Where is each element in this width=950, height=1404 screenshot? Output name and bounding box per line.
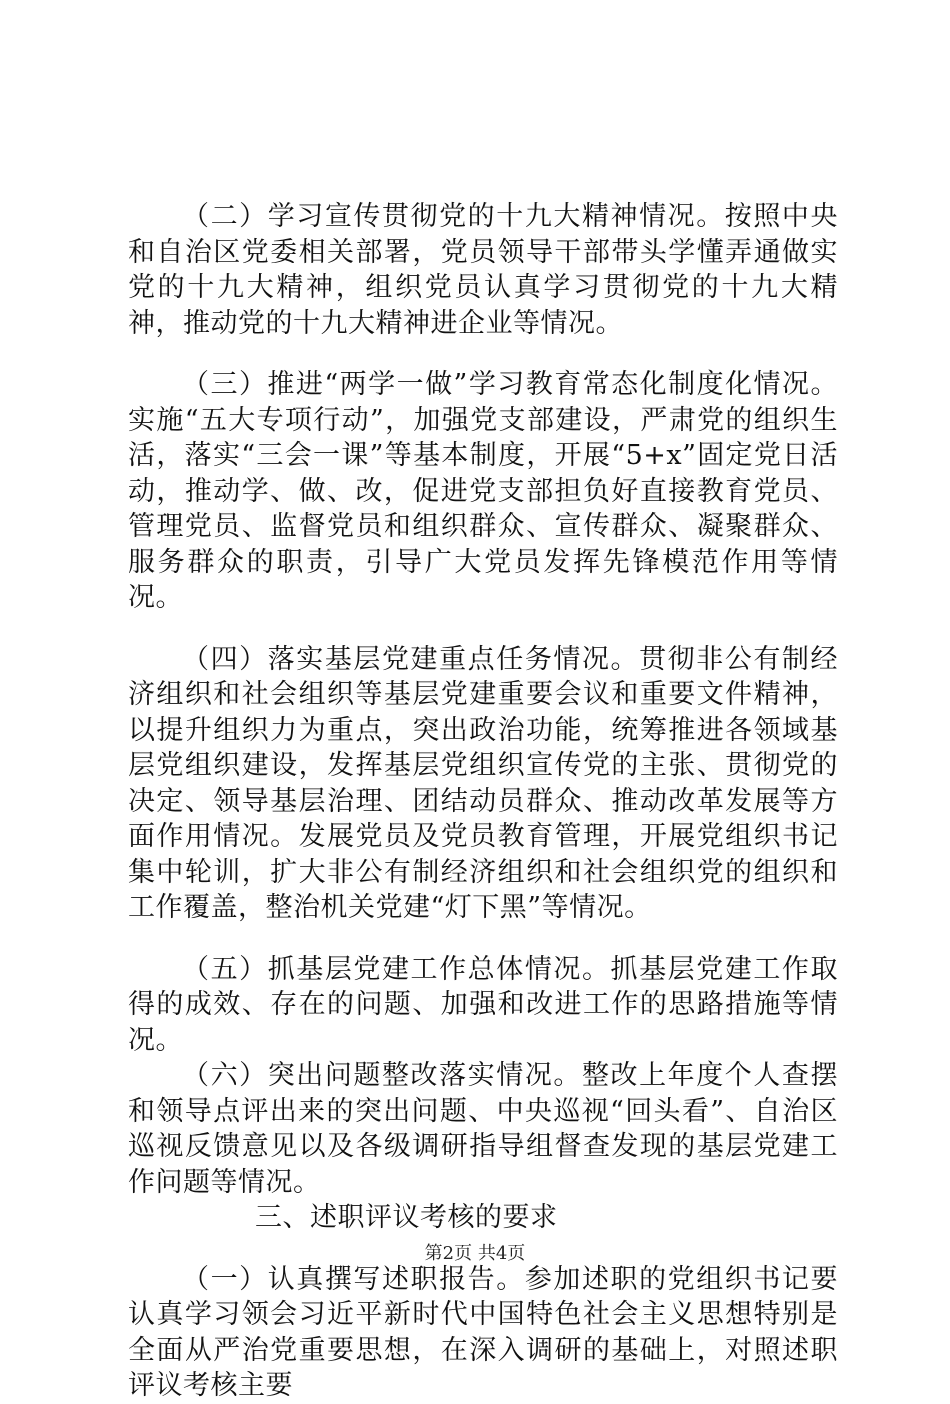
paragraph-overall-situation: （五）抓基层党建工作总体情况。抓基层党建工作取得的成效、存在的问题、加强和改进工作的思路措施等情况。	[128, 953, 838, 1056]
document-body	[128, 199, 838, 1404]
paragraph-study-19th-congress: （二）学习宣传贯彻党的十九大精神情况。按照中央和自治区党委相关部署，党员领导干部带头学懂弄通做实党的十九大精神，组织党员认真学习贯彻党的十九大精神，推动党的十九大精神进企业等情况。	[128, 201, 838, 339]
paragraph-rectification: （六）突出问题整改落实情况。整改上年度个人查摆和领导点评出来的突出问题、中央巡视“回头看”、自治区巡视反馈意见以及各级调研指导组督查发现的基层党建工作问题等情况。	[128, 1060, 838, 1198]
page-number-footer: 第2页 共4页	[424, 1243, 526, 1264]
paragraph-two-learn-one-do: （三）推进“两学一做”学习教育常态化制度化情况。实施“五大专项行动”，加强党支部建设，严肃党的组织生活，落实“三会一课”等基本制度，开展“5+x”固定党日活动，推动学、做、改，促进党支部担负好直接教育党员、管理党员、监督党员和组织群众、宣传群众、凝聚群众、服务群众的职责，引导广大党员发挥先锋模范作用等情况。	[128, 369, 838, 613]
section-heading: 三、述职评议考核的要求	[255, 1202, 558, 1233]
paragraph-grassroots-tasks: （四）落实基层党建重点任务情况。贯彻非公有制经济组织和社会组织等基层党建重要会议和重要文件精神，以提升组织力为重点，突出政治功能，统筹推进各领域基层党组织建设，发挥基层党组织宣传党的主张、贯彻党的决定、领导基层治理、团结动员群众、推动改革发展等方面作用情况。发展党员及党员教育管理，开展党组织书记集中轮训，扩大非公有制经济组织和社会组织党的组织和工作覆盖，整治机关党建“灯下黑”等情况。	[128, 643, 838, 923]
paragraph-write-report: （一）认真撰写述职报告。参加述职的党组织书记要认真学习领会习近平新时代中国特色社会主义思想特别是全面从严治党重要思想，在深入调研的基础上，对照述职评议考核主要	[128, 1263, 838, 1401]
